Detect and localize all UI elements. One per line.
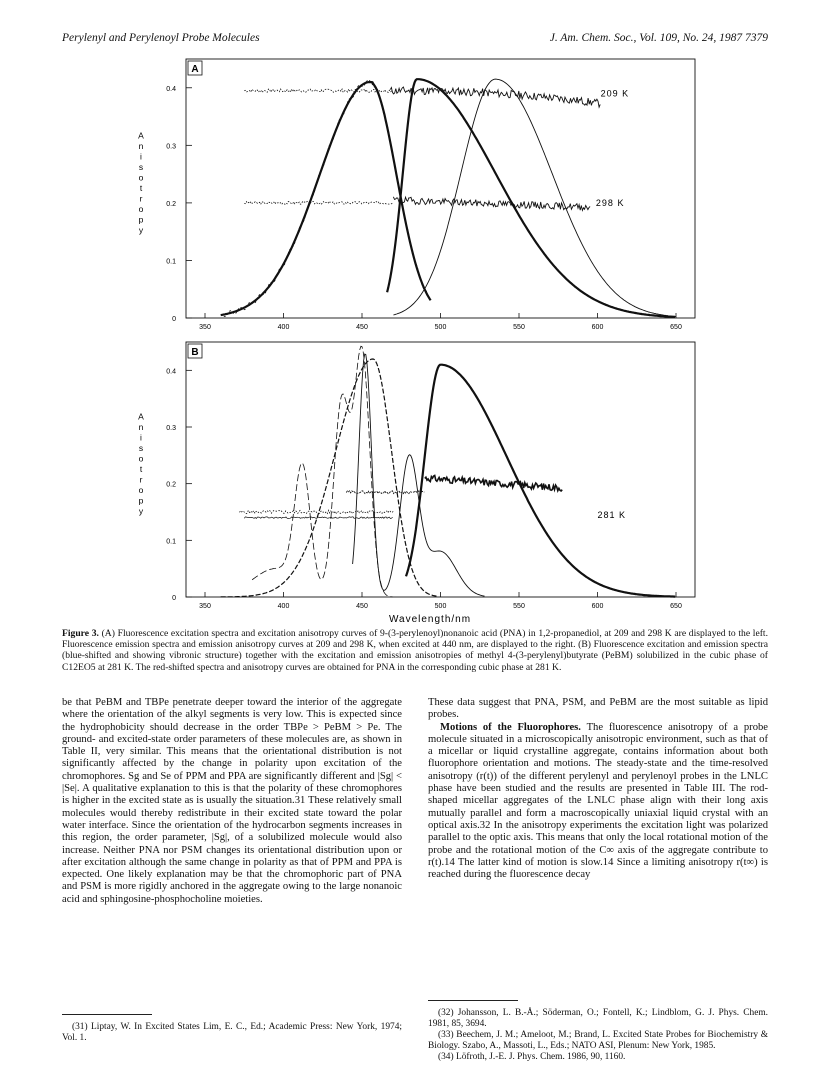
x-tick-label: 650	[670, 324, 682, 331]
y-tick-label: 0.3	[166, 143, 176, 151]
y-axis-label-letter: o	[138, 485, 144, 495]
x-tick-label: 600	[591, 603, 604, 610]
figure-3	[0, 52, 823, 632]
x-tick-label: 550	[513, 603, 525, 610]
y-axis-label-letter: o	[138, 453, 144, 464]
y-axis-label-letter: i	[140, 432, 142, 443]
figure-caption	[62, 628, 768, 673]
footnote-33: (33) Beechem, J. M.; Ameloot, M.; Brand, L. Excited State Probes for Biochemistry & Biology. Szabo, A., Massoti, L., Eds.; NATO ASI, Plenum: New York, 1985.	[428, 1030, 768, 1051]
caption-text: (A) Fluorescence excitation spectra and excitation anisotropy curves of 9-(3-perylenoyl)nonanoic acid (PNA) in 1,2-propanediol, at 209 and 298 K are displayed to the left. Fluorescence emission spectra and emission anisotropy curves at 209 and 298 K, when excited at 440 nm, are displayed to the right. (B) Fluorescence excitation and emission spectra (blue-shifted and showing vibronic structure) together with the excitation and emission anisotropies of methyl 4-(3-perylenyl)butyrate (PeBM) solubilized in the cubic phase of C12EO5 at 281 K. The red-shifted spectra and anisotropy curves are obtained for PNA in the corresponding cubic phase at 281 K.	[62, 628, 768, 673]
x-tick-label: 400	[277, 324, 290, 331]
panel-label: B	[191, 347, 199, 358]
emission-anisotropy-pebm	[346, 491, 424, 494]
y-tick-label: 0.2	[166, 481, 176, 489]
x-tick-label: 650	[670, 603, 682, 610]
emission-anisotropy-209k	[390, 87, 600, 107]
y-axis-label-letter: s	[138, 443, 144, 453]
x-tick-label: 500	[434, 324, 447, 331]
annotation-281k: 281 K	[597, 509, 627, 520]
y-axis-label-letter: t	[139, 183, 143, 193]
emission-anisotropy-298k	[393, 197, 590, 211]
footnote-31-text: (31) Liptay, W. In Excited States Lim, E. C., Ed.; Academic Press: New York, 1974; Vol. 1.	[62, 1022, 402, 1043]
x-tick-label: 450	[356, 324, 368, 331]
excitation-anisotropy-pna	[240, 510, 394, 513]
y-tick-label: 0	[172, 595, 176, 602]
excitation-spectrum-pebm	[252, 346, 393, 597]
emission-spectrum-pna	[406, 365, 675, 597]
annotation-298k: 298 K	[595, 197, 625, 208]
emission-anisotropy-pna	[425, 476, 562, 492]
emission-spectrum-298k	[393, 79, 675, 316]
right-paragraph-1: These data suggest that PNA, PSM, and PeBM are the most suitable as lipid probes.	[428, 697, 768, 721]
panel-b	[138, 342, 695, 610]
footnotes-right	[428, 1008, 768, 1064]
y-axis-label-letter: p	[138, 214, 144, 225]
emission-spectrum-209k	[387, 79, 675, 317]
x-tick-label: 600	[591, 324, 604, 331]
emission-spectrum-pebm	[353, 354, 485, 596]
y-axis-label-letter: n	[138, 141, 144, 151]
y-axis-label-letter: A	[138, 130, 144, 141]
footnote-34: (34) Löfroth, J.-E. J. Phys. Chem. 1986, 90, 1160.	[438, 1052, 626, 1063]
footnote-31	[62, 1022, 402, 1044]
y-axis-label-letter: o	[138, 204, 144, 214]
y-axis-label-letter: y	[138, 225, 144, 235]
y-axis-label-letter: y	[138, 506, 144, 516]
left-column	[62, 697, 402, 906]
y-axis-label-letter: r	[139, 474, 143, 485]
panel-a	[138, 59, 695, 331]
x-tick-label: 350	[199, 603, 211, 610]
y-axis-label-letter: r	[139, 193, 143, 204]
x-tick-label: 500	[434, 603, 447, 610]
left-paragraph: be that PeBM and TBPe penetrate deeper toward the interior of the aggregate where the orientation of the alkyl segments is very low. This is expected since the hydrophobicity should decrease in the order TBPe > PeBM > Pe. The ground- and excited-state order parameters of these molecules are, as shown in Table II, very similar. This means that the orientational distribution is not significantly affected by the change in polarity upon excitation of the chromophores. Sg and Se of PPM and PPA are significantly different and |Sg| < |Se|. A qualitative explanation to this is that the polarity of these chromophores is higher in the excited state as is usually the situation.31 These relatively small molecules would thereby redistribute in their excited state toward the polar water interface. Since the orientation of the hydrocarbon segments increases in this region, the order parameter, |Sg|, of a solubilized molecule would also increase. Neither PNA nor PSM changes its orientational distribution upon or after excitation although the same change in polarity as that of PPM and PPA is expected. One likely explanation may be that the chromophoric part of PNA and PSM is more rigidly anchored in the aggregate owing to the large nonanoic acid and sphingosine-phosphocholine moieties.	[62, 697, 402, 905]
y-axis-label-letter: s	[138, 162, 144, 172]
y-tick-label: 0.3	[166, 425, 176, 432]
right-paragraph-2: The fluorescence anisotropy of a probe molecule situated in a microscopically anisotropic environment, such as that of a micellar or liquid crystalline aggregate, contains information about both fluorophore orientation and motions. The steady-state and the time-resolved anisotropy (r(t)) of the different perylenyl and perylenoyl probes in the LNLC phase have been studied and the results are presented in Table III. The rod-shaped micellar aggregates of the LNLC phase align with their long axis mutually parallel and form a macroscopically uniaxial liquid crystal with an optical axis.32 In the anisotropy experiments the excitation light was polarized parallel to the optic axis. This means that only the local rotational motion of the probe and the rotational motion of the C∞ axis of the aggregate contribute to r(t).14 The latter kind of motion is slow.14 Since a limiting anisotropy r(t∞) is reached during the fluorescence decay	[428, 721, 768, 881]
figure-x-axis-label: Wavelength/nm	[388, 614, 472, 625]
y-tick-label: 0.4	[166, 368, 176, 376]
x-tick-label: 350	[199, 324, 211, 331]
annotation-209k: 209 K	[600, 88, 630, 99]
y-axis-label-letter: p	[138, 495, 144, 506]
excitation-spectrum-209k	[221, 82, 431, 315]
excitation-anisotropy-209k	[244, 89, 392, 92]
y-tick-label: 0	[172, 316, 176, 323]
section-heading-motions: Motions of the Fluorophores.	[440, 721, 581, 733]
running-header-journal: J. Am. Chem. Soc., Vol. 109, No. 24, 1987 7379	[549, 32, 768, 44]
excitation-anisotropy-pebm	[244, 517, 392, 519]
excitation-spectrum-pna	[221, 359, 438, 597]
y-axis-label	[138, 131, 144, 236]
panel-label: A	[191, 64, 199, 75]
y-axis-label-letter: A	[138, 411, 144, 422]
y-tick-label: 0.1	[166, 258, 176, 266]
caption-label: Figure 3.	[62, 628, 99, 639]
x-tick-label: 400	[277, 603, 290, 610]
x-tick-label: 550	[513, 324, 525, 331]
right-column	[428, 697, 768, 881]
excitation-anisotropy-298k	[244, 202, 392, 205]
y-axis-label-letter: n	[138, 422, 144, 432]
y-tick-label: 0.4	[166, 85, 176, 93]
y-axis-label-letter: i	[140, 151, 142, 162]
y-axis-label-letter: t	[139, 464, 143, 474]
running-header-title: Perylenyl and Perylenoyl Probe Molecules	[62, 32, 260, 44]
footnote-32: (32) Johansson, L. B.-Å.; Söderman, O.; Fontell, K.; Lindblom, G. J. Phys. Chem. 1981, 85, 3694.	[428, 1008, 768, 1029]
plot-frame	[186, 342, 695, 597]
y-tick-label: 0.2	[166, 200, 176, 208]
y-axis-label-letter: o	[138, 172, 144, 183]
y-tick-label: 0.1	[166, 538, 176, 546]
footnote-rule-left	[62, 1014, 152, 1015]
x-tick-label: 450	[356, 603, 368, 610]
footnote-rule-right	[428, 1000, 518, 1001]
y-axis-label	[138, 412, 144, 517]
